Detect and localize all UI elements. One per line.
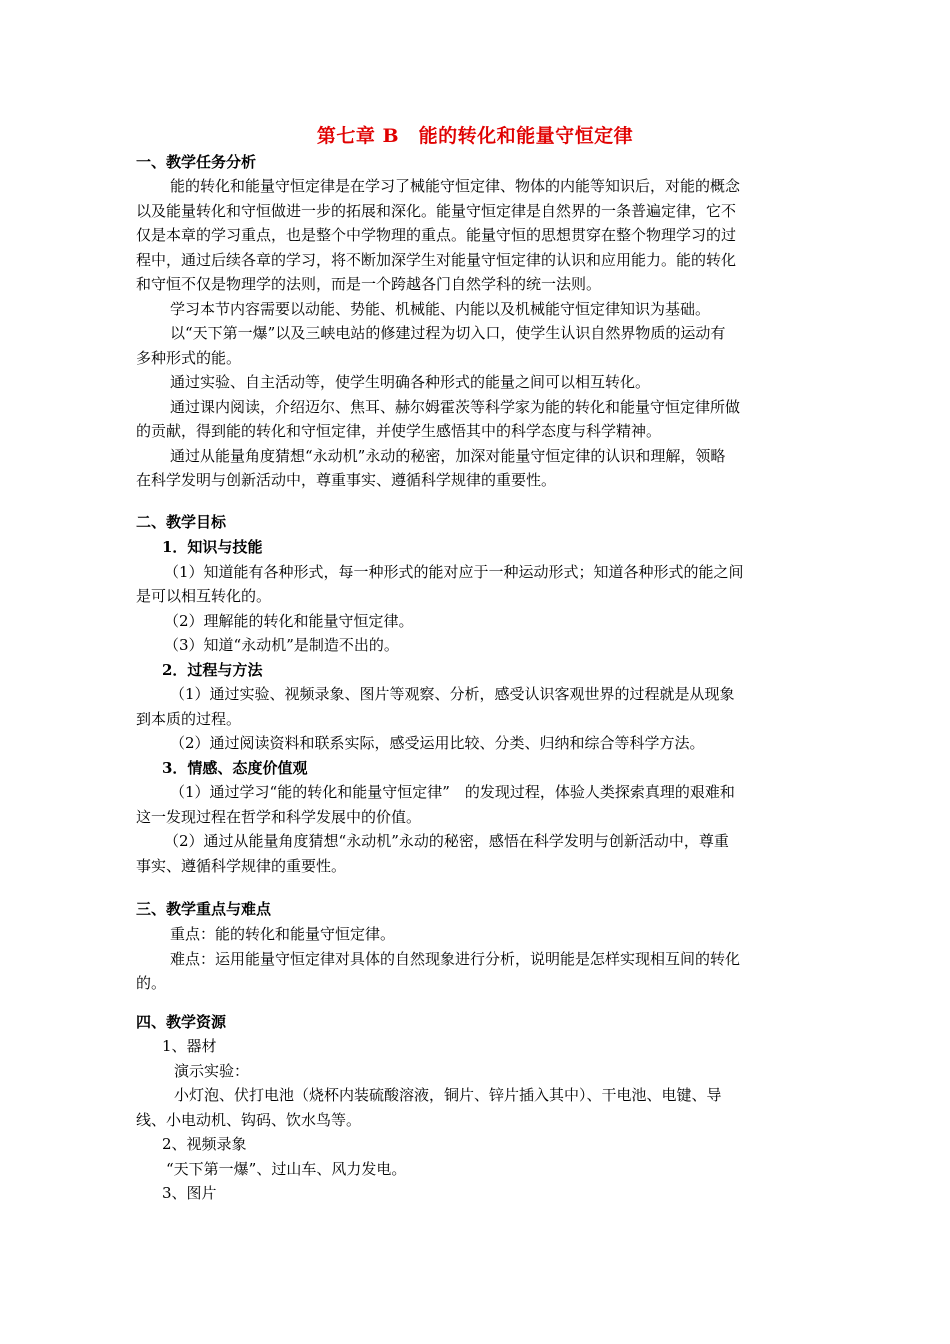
paragraph-line: 这一发现过程在哲学和科学发展中的价值。: [136, 807, 422, 826]
section-2-body: [136, 535, 812, 878]
paragraph-line: 和守恒不仅是物理学的法则，而是一个跨越各门自然学科的统一法则。: [136, 275, 602, 293]
page-title: 第七章 B 能的转化和能量守恒定律: [316, 125, 634, 147]
subheading: 1．知识与技能: [162, 538, 263, 556]
paragraph-line: （1）通过实验、视频录象、图片等观察、分析，感受认识客观世界的过程就是从现象: [170, 685, 735, 703]
section-4-heading: 四、教学资源: [136, 1013, 227, 1031]
paragraph-line: （2）通过阅读资料和联系实际，感受运用比较、分类、归纳和综合等科学方法。: [170, 734, 705, 752]
paragraph-line: 通过从能量角度猜想“永动机”永动的秘密，加深对能量守恒定律的认识和理解，领略: [170, 446, 726, 465]
paragraph-line: 是可以相互转化的。: [136, 587, 272, 605]
paragraph-line: 重点：能的转化和能量守恒定律。: [170, 925, 396, 943]
paragraph-line: 通过实验、自主活动等，使学生明确各种形式的能量之间可以相互转化。: [170, 373, 651, 391]
paragraph-line: 仅是本章的学习重点，也是整个中学物理的重点。能量守恒的思想贯穿在整个物理学习的过: [136, 226, 737, 244]
section-1-heading: 一、教学任务分析: [136, 153, 257, 171]
paragraph-line: 到本质的过程。: [136, 709, 242, 728]
section-3-body: [136, 922, 812, 996]
paragraph-line: 能的转化和能量守恒定律是在学习了械能守恒定律、物体的内能等知识后，对能的概念: [170, 177, 741, 195]
paragraph-line: 事实、遵循科学规律的重要性。: [136, 856, 347, 875]
subheading: 2．过程与方法: [162, 660, 263, 679]
paragraph-line: 的贡献，得到能的转化和守恒定律，并使学生感悟其中的科学态度与科学精神。: [136, 422, 662, 440]
list-item: 2、视频录象: [162, 1135, 247, 1153]
paragraph-line: 以“天下第一爆”以及三峡电站的修建过程为切入口，使学生认识自然界物质的运动有: [170, 324, 726, 342]
section-3-heading: 三、教学重点与难点: [136, 900, 272, 918]
paragraph-line: 难点：运用能量守恒定律对具体的自然现象进行分析，说明能是怎样实现相互间的转化: [170, 949, 741, 968]
paragraph-line: 学习本节内容需要以动能、势能、机械能、内能以及机械能守恒定律知识为基础。: [170, 299, 711, 318]
paragraph-line: （2）通过从能量角度猜想“永动机”永动的秘密，感悟在科学发明与创新活动中，尊重: [164, 832, 729, 850]
section-1-body: [136, 174, 812, 493]
paragraph-line: 通过课内阅读，介绍迈尔、焦耳、赫尔姆霍茨等科学家为能的转化和能量守恒定律所做: [170, 397, 741, 416]
paragraph-line: 线、小电动机、钩码、饮水鸟等。: [136, 1110, 362, 1129]
paragraph-line: 多种形式的能。: [136, 348, 242, 367]
paragraph-line: （3）知道“永动机”是制造不出的。: [164, 636, 399, 654]
paragraph-line: （1）知道能有各种形式，每一种形式的能对应于一种运动形式；知道各种形式的能之间: [164, 562, 744, 581]
paragraph-line: 以及能量转化和守恒做进一步的拓展和深化。能量守恒定律是自然界的一条普遍定律，它不: [136, 201, 737, 220]
section-4-body: [136, 1034, 812, 1206]
subheading: 3．情感、态度价值观: [162, 758, 308, 777]
paragraph-line: 在科学发明与创新活动中，尊重事实、遵循科学规律的重要性。: [136, 471, 557, 489]
paragraph-line: 小灯泡、伏打电池（烧杯内装硫酸溶液，铜片、锌片插入其中）、干电池、电键、导: [174, 1086, 722, 1104]
paragraph-line: （2）理解能的转化和能量守恒定律。: [164, 611, 414, 630]
paragraph-line: 程中，通过后续各章的学习，将不断加深学生对能量守恒定律的认识和应用能力。能的转化: [136, 250, 737, 269]
paragraph-line: “天下第一爆”、过山车、风力发电。: [166, 1159, 407, 1178]
paragraph-line: 演示实验：: [174, 1061, 250, 1080]
list-item: 1、器材: [162, 1037, 217, 1055]
section-2-heading: 二、教学目标: [136, 513, 227, 531]
paragraph-line: （1）通过学习“能的转化和能量守恒定律” 的发现过程，体验人类探索真理的艰难和: [170, 783, 735, 801]
paragraph-line: 的。: [136, 974, 167, 992]
list-item: 3、图片: [162, 1184, 217, 1202]
